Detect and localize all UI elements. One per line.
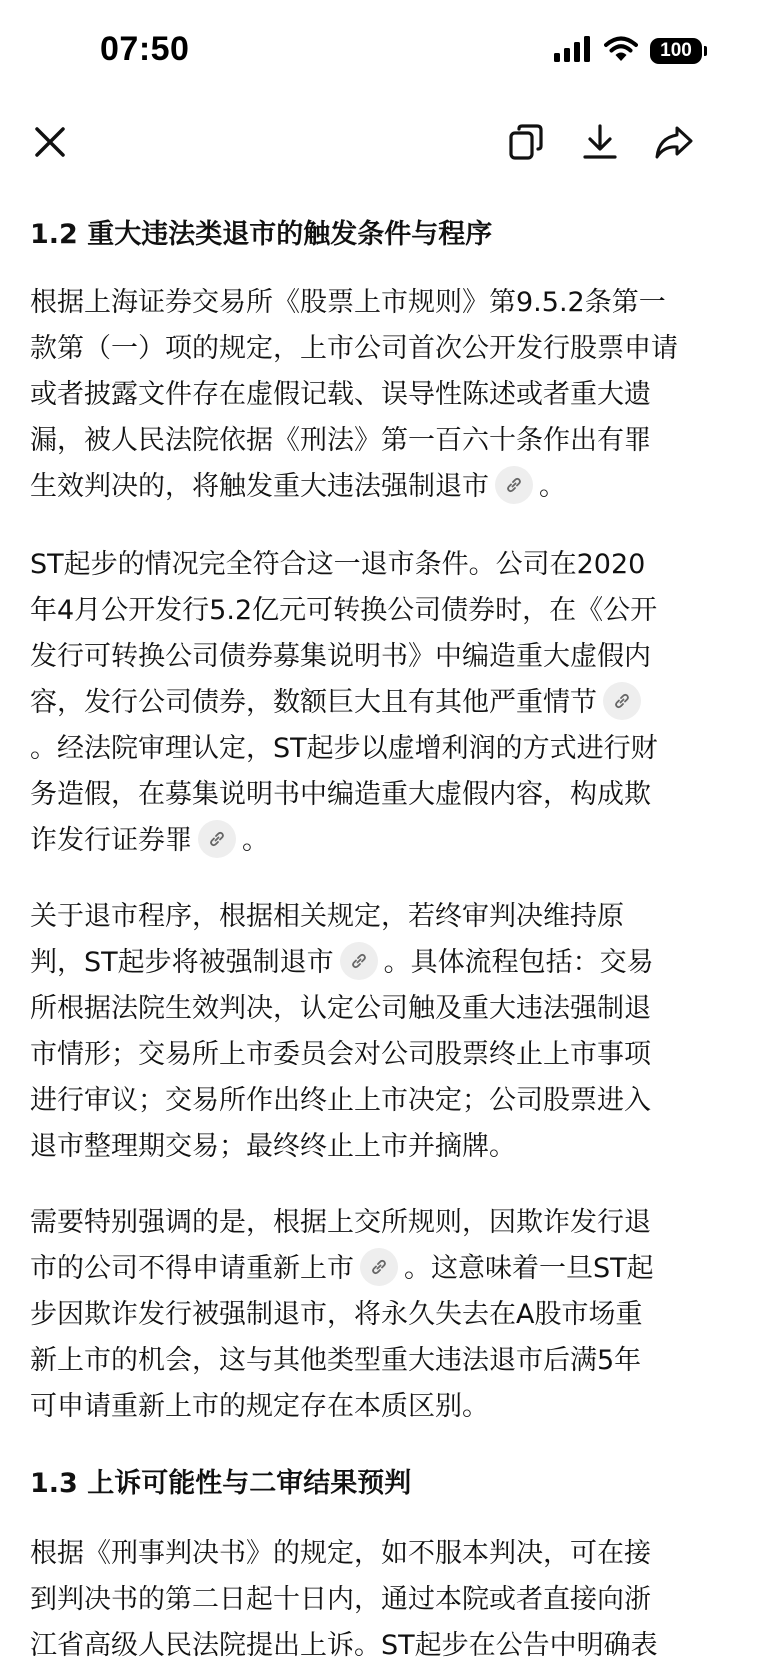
text-line — [30, 1246, 742, 1292]
paragraph-relisting-ban — [30, 1200, 742, 1430]
wifi-icon — [604, 36, 638, 66]
text-line — [30, 940, 742, 986]
text-fragment: 诈发行证券罪 — [30, 825, 192, 856]
text-fragment: 市的公司不得申请重新上市 — [30, 1253, 354, 1284]
paragraph-exit-conditions — [30, 280, 742, 510]
citation-link-button[interactable] — [360, 1248, 398, 1286]
status-bar — [0, 0, 768, 100]
text-fragment: 判，ST起步将被强制退市 — [30, 947, 334, 978]
text-fragment: 。这意味着一旦ST起 — [404, 1253, 654, 1284]
link-icon — [207, 829, 227, 849]
link-icon — [612, 691, 632, 711]
text-line: 市情形；交易所上市委员会对公司股票终止上市事项 — [30, 1039, 651, 1070]
text-line: 新上市的机会，这与其他类型重大违法退市后满5年 — [30, 1345, 642, 1376]
download-button[interactable] — [576, 120, 624, 168]
link-icon — [349, 951, 369, 971]
text-fragment: 容，发行公司债券，数额巨大且有其他严重情节 — [30, 687, 597, 718]
signal-icon — [554, 36, 592, 66]
copy-icon — [508, 123, 544, 165]
citation-link-button[interactable] — [495, 466, 533, 504]
text-line: 到判决书的第二日起十日内，通过本院或者直接向浙 — [30, 1584, 651, 1615]
toolbar — [0, 110, 768, 180]
share-icon — [654, 124, 694, 164]
text-line: 发行可转换公司债券募集说明书》中编造重大虚假内 — [30, 641, 651, 672]
text-line: ST起步的情况完全符合这一退市条件。公司在2020 — [30, 549, 646, 580]
text-line: 关于退市程序，根据相关规定，若终审判决维持原 — [30, 901, 624, 932]
text-line: 。经法院审理认定，ST起步以虚增利润的方式进行财 — [30, 733, 658, 764]
section-title-1-2: 1.2 重大违法类退市的触发条件与程序 — [30, 219, 493, 250]
citation-link-button[interactable] — [603, 682, 641, 720]
text-line: 所根据法院生效判决，认定公司触及重大违法强制退 — [30, 993, 651, 1024]
download-icon — [582, 123, 618, 165]
text-line: 款第（一）项的规定，上市公司首次公开发行股票申请 — [30, 333, 678, 364]
share-button[interactable] — [650, 120, 698, 168]
text-fragment: 。 — [242, 825, 269, 856]
paragraph-exit-procedure — [30, 894, 742, 1170]
battery-level: 100 — [660, 40, 692, 61]
citation-link-button[interactable] — [198, 820, 236, 858]
text-line: 务造假，在募集说明书中编造重大虚假内容，构成欺 — [30, 779, 651, 810]
battery-icon — [650, 38, 702, 64]
text-fragment: 。 — [539, 471, 566, 502]
status-time: 07:50 — [100, 30, 190, 68]
close-button[interactable] — [26, 120, 74, 168]
text-line: 步因欺诈发行被强制退市，将永久失去在A股市场重 — [30, 1299, 643, 1330]
text-line: 根据《刑事判决书》的规定，如不服本判决，可在接 — [30, 1538, 651, 1569]
text-fragment: 。具体流程包括：交易 — [383, 947, 654, 978]
text-line — [30, 818, 742, 864]
section-title-1-3: 1.3 上诉可能性与二审结果预判 — [30, 1468, 412, 1499]
link-icon — [504, 475, 524, 495]
text-fragment: 生效判决的，将触发重大违法强制退市 — [30, 471, 489, 502]
text-line: 年4月公开发行5.2亿元可转换公司债券时，在《公开 — [30, 595, 658, 626]
copy-button[interactable] — [502, 120, 550, 168]
text-line: 江省高级人民法院提出上诉。ST起步在公告中明确表 — [30, 1630, 658, 1661]
text-line: 进行审议；交易所作出终止上市决定；公司股票进入 — [30, 1085, 651, 1116]
article-content — [30, 215, 742, 1669]
link-icon — [369, 1257, 389, 1277]
text-line: 漏，被人民法院依据《刑法》第一百六十条作出有罪 — [30, 425, 651, 456]
status-icons — [554, 36, 702, 66]
close-icon — [33, 125, 67, 163]
text-line: 或者披露文件存在虚假记载、误导性陈述或者重大遗 — [30, 379, 651, 410]
text-line — [30, 680, 742, 726]
text-line: 根据上海证券交易所《股票上市规则》第9.5.2条第一 — [30, 287, 666, 318]
text-line — [30, 464, 742, 510]
citation-link-button[interactable] — [340, 942, 378, 980]
paragraph-st-qibu-case — [30, 542, 742, 864]
paragraph-appeal — [30, 1531, 742, 1669]
text-line: 退市整理期交易；最终终止上市并摘牌。 — [30, 1131, 516, 1162]
text-line: 需要特别强调的是，根据上交所规则，因欺诈发行退 — [30, 1207, 651, 1238]
text-line: 可申请重新上市的规定存在本质区别。 — [30, 1391, 489, 1422]
